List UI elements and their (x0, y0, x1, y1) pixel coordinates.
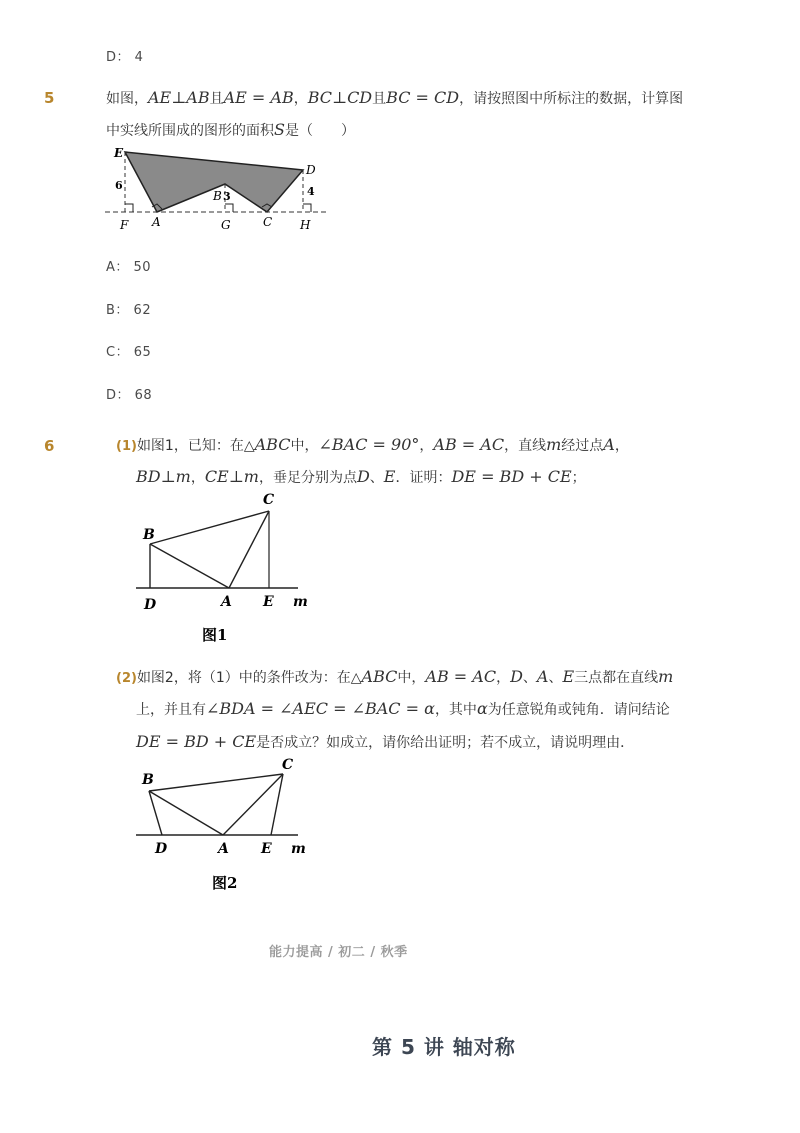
q5-option-a[interactable]: A： 50 (106, 260, 152, 275)
fig2-label-e: E (261, 841, 272, 857)
q6-text: 三点都在直线 (574, 670, 659, 686)
q6-text: ， (614, 438, 629, 454)
q5-text: ， (293, 91, 308, 107)
q6-text: 经过点 (561, 438, 604, 454)
q5-math: S (274, 120, 285, 139)
q5-right-angle-g (225, 204, 233, 212)
q5-text: 且 (372, 91, 387, 107)
q6-text: 上，并且有 (136, 702, 206, 718)
q5-label-f: F (120, 218, 129, 232)
q6-text: 如图1，已知：在△ (136, 438, 255, 454)
q5-label-3: 3 (223, 190, 231, 203)
q5-math: BC = CD (386, 88, 460, 107)
q5-label-4: 4 (307, 185, 315, 198)
q6-text: 中， (397, 670, 426, 686)
fig1-label-m: m (293, 594, 308, 610)
q6-math: ∠BDA = ∠AEC = ∠BAC = α (206, 699, 435, 718)
q5-right-angle-h (303, 204, 311, 212)
q5-label-g: G (221, 218, 231, 232)
q6-text: 是否成立？如成立，请你给出证明；若不成立，请说明理由． (256, 735, 635, 751)
q6-text: ， (496, 670, 511, 686)
page-footer-breadcrumb: 能力提高 / 初二 / 秋季 (269, 945, 408, 960)
fig2-label-d: D (155, 841, 168, 857)
fig2-caption: 图2 (212, 874, 238, 892)
q6-math: m (658, 667, 674, 686)
q6-math: D (510, 667, 523, 686)
q6-math: α (476, 699, 488, 718)
q6-math: D (356, 467, 370, 486)
q5-math: AE = AB (223, 88, 294, 107)
q5-figure (100, 140, 340, 240)
q5-label-b: B (213, 189, 222, 203)
q6-text: ．证明： (395, 470, 452, 486)
lecture-title: 第 5 讲 轴对称 (372, 1035, 516, 1059)
fig1-label-a: A (221, 594, 232, 610)
q6-math: ∠BAC = 90° (318, 435, 420, 454)
q6-text: 为任意锐角或钝角．请问结论 (487, 702, 670, 718)
q5-number: 5 (44, 89, 55, 107)
q6-math: A (603, 435, 615, 454)
fig2-segment-ce (271, 774, 283, 835)
q6-text: 、 (548, 670, 563, 686)
q6-math: m (546, 435, 562, 454)
q6-math: E (383, 467, 396, 486)
q6-text: 、 (522, 670, 537, 686)
q5-text: ，请按照图中所标注的数据，计算图 (459, 91, 684, 107)
q6-text: ， (419, 438, 434, 454)
q5-label-h: H (300, 218, 311, 232)
q5-option-d[interactable]: D： 68 (106, 388, 153, 403)
q5-label-a: A (152, 215, 161, 229)
q5-label-c: C (263, 215, 273, 229)
q6-number: 6 (44, 437, 55, 455)
q6-math: A (536, 667, 549, 686)
q5-label-d: D (306, 163, 316, 177)
q5-stem-line1 (106, 82, 683, 115)
fig2-segment-ac (223, 774, 283, 835)
q6-math: BD⊥m (136, 467, 191, 486)
q5-text: 且 (209, 91, 224, 107)
q6-math: E (562, 667, 575, 686)
q5-math: AE⊥AB (148, 88, 210, 107)
fig2-label-a: A (218, 841, 229, 857)
prev-option-d: D： 4 (106, 50, 144, 65)
q6-text: 中， (290, 438, 319, 454)
fig2-label-b: B (142, 772, 154, 788)
q6-math: ABC (361, 667, 398, 686)
q6-figure-1 (130, 488, 320, 648)
q6-text: ，直线 (504, 438, 547, 454)
q6-text: ，其中 (434, 702, 477, 718)
q6-p2-line1 (116, 661, 673, 695)
q6-math: DE = BD + CE (136, 732, 257, 751)
q6-math: AB = AC (433, 435, 505, 454)
q6-p2-line2 (136, 693, 670, 726)
fig1-segment-bc (150, 511, 269, 544)
q6-part2-tag: (2) (116, 671, 137, 686)
fig2-label-c: C (282, 757, 294, 773)
fig1-segment-ba (150, 544, 229, 588)
q6-text: 如图2，将（1）中的条件改为：在△ (136, 670, 362, 686)
q5-label-e: E (114, 146, 124, 160)
fig2-label-m: m (291, 841, 306, 857)
fig1-segment-ac (229, 511, 269, 588)
fig1-caption: 图1 (202, 626, 228, 644)
fig1-label-b: B (143, 527, 155, 543)
q6-math: DE = BD + CE (451, 467, 572, 486)
q5-text: 是（ ） (284, 123, 355, 139)
fig1-label-d: D (144, 597, 157, 613)
q5-option-b[interactable]: B： 62 (106, 303, 152, 318)
q5-math: BC⊥CD (307, 88, 373, 107)
q5-option-c[interactable]: C： 65 (106, 345, 152, 360)
q5-label-6: 6 (115, 179, 123, 192)
q5-right-angle-f (125, 204, 133, 212)
q6-figure-2 (130, 752, 320, 897)
q5-shaded-polygon (125, 152, 303, 212)
q5-text: 如图， (106, 91, 148, 107)
fig1-label-c: C (263, 492, 275, 508)
q6-math: CE⊥m (204, 467, 259, 486)
q5-text: 中实线所围成的图形的面积 (106, 123, 274, 139)
q6-text: ，垂足分别为点 (258, 470, 357, 486)
q6-math: AB = AC (425, 667, 497, 686)
q6-math: ABC (254, 435, 291, 454)
q6-text: ， (190, 470, 205, 486)
fig2-segment-bc (149, 774, 283, 791)
fig1-label-e: E (263, 594, 274, 610)
q6-p1-line1 (116, 429, 629, 463)
q6-part1-tag: (1) (116, 439, 137, 454)
q6-text: ； (571, 470, 586, 486)
q6-text: 、 (369, 470, 384, 486)
